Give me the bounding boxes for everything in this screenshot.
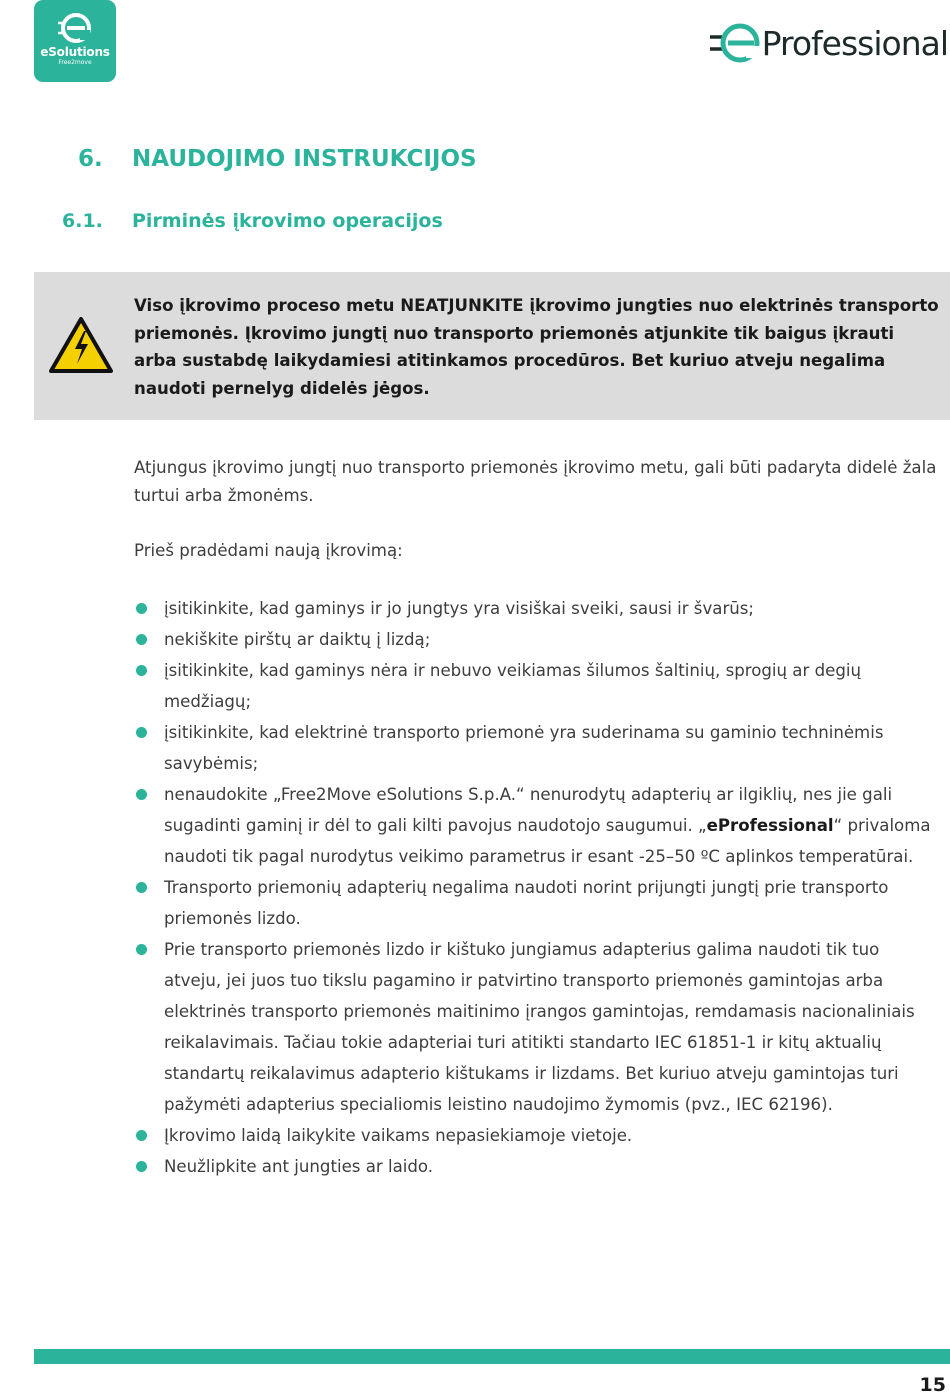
list-item-text: Neužlipkite ant jungties ar laido. — [164, 1157, 434, 1176]
bullet-dot — [136, 665, 147, 676]
list-item — [134, 779, 934, 872]
subsection-title: Pirminės įkrovimo operacijos — [132, 210, 443, 232]
subsection-number: 6.1. — [62, 210, 103, 232]
bullet-dot — [136, 1130, 147, 1141]
bullet-dot — [136, 882, 147, 893]
list-item — [134, 872, 934, 934]
warning-box — [34, 272, 950, 420]
bullet-dot — [136, 1161, 147, 1172]
list-item-text: įsitikinkite, kad elektrinė transporto priemonė yra suderinama su gaminio techninėmis savybėmis; — [164, 723, 884, 773]
page-number: 15 — [919, 1374, 946, 1396]
bullet-dot — [136, 603, 147, 614]
esolutions-logo — [34, 0, 116, 82]
section-heading — [78, 146, 477, 172]
list-item — [134, 624, 934, 655]
list-item — [134, 934, 934, 1120]
section-title: NAUDOJIMO INSTRUKCIJOS — [132, 146, 477, 172]
esolutions-logo-name: eSolutions — [40, 45, 110, 59]
high-voltage-warning-icon — [48, 316, 114, 374]
esolutions-logo-sub: Free2move — [58, 59, 92, 66]
paragraph-damage-warning: Atjungus įkrovimo jungtį nuo transporto priemonės įkrovimo metu, gali būti padaryta didelė žala turtui arba žmonėms. — [134, 458, 937, 505]
eprofessional-logo — [710, 18, 948, 68]
list-item — [134, 1120, 934, 1151]
list-item-text: Transporto priemonių adapterių negalima naudoti norint prijungti jungtį prie transporto priemonės lizdo. — [164, 878, 889, 928]
list-item-text: įsitikinkite, kad gaminys ir jo jungtys yra visiškai sveiki, sausi ir švarūs; — [164, 599, 755, 618]
list-item — [134, 593, 934, 624]
list-item-text: nenaudokite „Free2Move eSolutions S.p.A.“ nenurodytų adapterių ar ilgiklių, nes jie gali sugadinti gaminį ir dėl to gali kilti pavojus naudotojo saugumui. „ — [164, 785, 893, 835]
warning-text: Viso įkrovimo proceso metu NEATJUNKITE įkrovimo jungties nuo elektrinės transporto priemonės. Įkrovimo jungtį nuo transporto priemonės atjunkite tik baigus įkrauti arba sustabdę laikydamiesi atitinkamos procedūros. Bet kuriuo atveju negalima naudoti pernelyg didelės jėgos. — [134, 296, 939, 398]
plug-e-icon — [58, 12, 92, 44]
list-item-text: Įkrovimo laidą laikykite vaikams nepasiekiamoje vietoje. — [164, 1126, 633, 1145]
list-item — [134, 1151, 934, 1182]
bullet-dot — [136, 944, 147, 955]
list-item — [134, 717, 934, 779]
precautions-list — [134, 593, 934, 1182]
product-name-bold: eProfessional — [706, 816, 834, 835]
list-item-text: Prie transporto priemonės lizdo ir kištuko jungiamus adapterius galima naudoti tik tuo atveju, jei juos tuo tikslu pagamino ir patvirtino transporto priemonės gamintojas arba elektrinės transporto priemonės maitinimo įrangos gamintojas, remdamasis nacionaliniais reikalavimais. Tačiau tokie adapteriai turi atitikti standarto IEC 61851-1 ir kitų aktualių standartų reikalavimus adapterio kištukams ir lizdams. Bet kuriuo atveju gamintojas turi pažymėti adapterius specialiomis leistino naudojimo žymomis (pvz., IEC 62196). — [164, 940, 915, 1114]
bullet-dot — [136, 634, 147, 645]
footer-bar — [34, 1349, 950, 1364]
section-number: 6. — [78, 146, 103, 172]
bullet-dot — [136, 727, 147, 738]
list-item-text: nekiškite pirštų ar daiktų į lizdą; — [164, 630, 431, 649]
eprofessional-logo-text: Professional — [761, 23, 948, 63]
eprofessional-plug-icon — [710, 20, 760, 66]
paragraph-before-charging: Prieš pradėdami naują įkrovimą: — [134, 541, 403, 560]
list-item — [134, 655, 934, 717]
subsection-heading — [62, 210, 443, 232]
list-item-text-continued: “ privaloma naudoti tik pagal nurodytus veikimo parametrus ir esant -25–50 ºC aplinkos temperatūrai. — [164, 816, 931, 866]
list-item-text: įsitikinkite, kad gaminys nėra ir nebuvo veikiamas šilumos šaltinių, sprogių ar degių medžiagų; — [164, 661, 861, 711]
bullet-dot — [136, 789, 147, 800]
